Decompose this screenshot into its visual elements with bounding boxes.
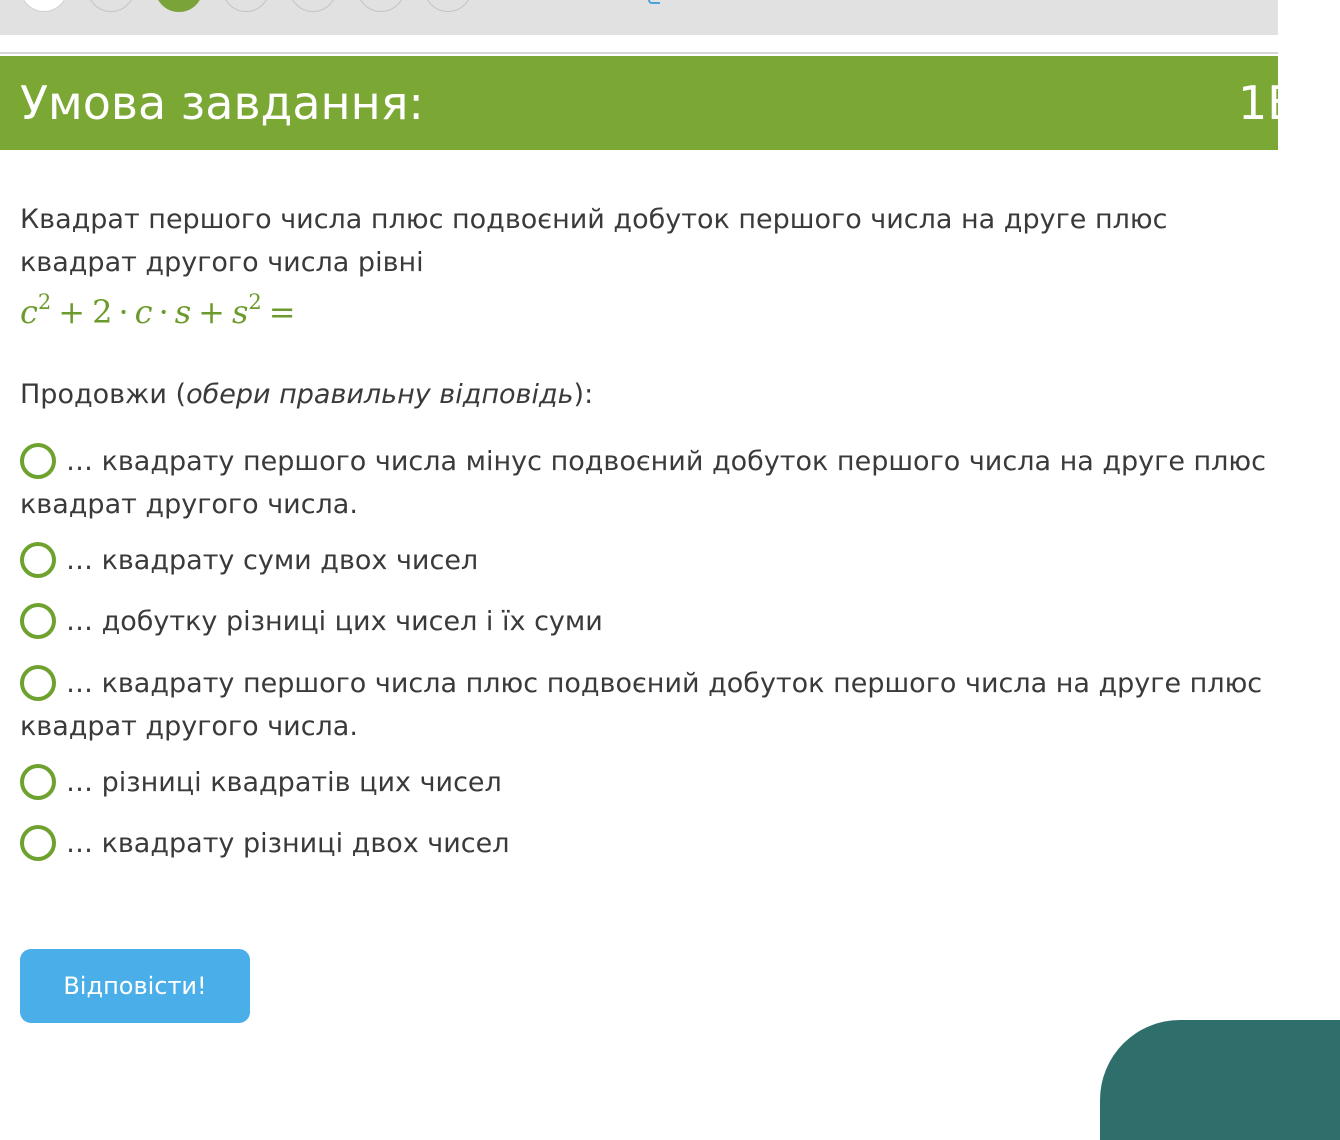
divider [0,52,1278,54]
instruction-text [20,373,593,416]
top-link-fragment[interactable] [648,0,660,4]
formula-plus: + [198,293,225,331]
radio-button[interactable] [20,764,56,800]
instruction-prefix: Продовжи ( [20,379,187,410]
progress-step-6[interactable] [357,0,405,12]
radio-button[interactable] [20,443,56,479]
radio-button[interactable] [20,603,56,639]
formula-var-a: c [134,293,153,331]
answer-option[interactable] [20,539,1278,582]
question-text: Квадрат першого числа плюс подвоєний добуток першого числа на друге плюс квадрат другого числа рівні [20,204,1168,278]
formula-var-b: s [174,293,192,331]
progress-step-3[interactable] [155,0,203,12]
radio-button[interactable] [20,542,56,578]
points-label: 1Б [1238,76,1299,130]
progress-step-7[interactable] [424,0,472,12]
progress-step-2[interactable] [87,0,135,12]
formula-exponent: 2 [37,290,52,314]
progress-step-1[interactable] [20,0,68,12]
formula-var-b: s [231,293,249,331]
instruction-hint: обери правильну відповідь [186,379,574,410]
answer-option[interactable] [20,662,1278,748]
answer-option-label: … квадрату першого числа мінус подвоєний добуток першого числа на друге плюс квадрат другого числа. [20,446,1267,520]
answer-option[interactable] [20,822,1278,865]
question-formula [20,280,303,334]
progress-step-4[interactable] [222,0,270,12]
progress-bar [0,0,1278,35]
submit-button[interactable]: Відповісти! [20,949,250,1023]
task-header [0,56,1299,150]
answer-option-label: … квадрату суми двох чисел [66,545,479,576]
formula-dot: · [118,293,129,331]
answer-option-label: … добутку різниці цих чисел і їх суми [66,606,603,637]
corner-action-button[interactable] [1100,1020,1340,1140]
formula-coefficient: 2 [92,293,113,331]
answer-option[interactable] [20,600,1278,643]
formula-dot: · [158,293,169,331]
instruction-suffix: ): [573,379,594,410]
radio-button[interactable] [20,825,56,861]
progress-step-5[interactable] [289,0,337,12]
formula-equals: = [268,293,296,331]
page-title: Умова завдання: [20,76,424,130]
answer-option-label: … квадрату різниці двох чисел [66,828,510,859]
formula-var-a: c [20,293,38,331]
answer-option-label: … різниці квадратів цих чисел [66,767,502,798]
formula-plus: + [58,293,86,331]
answer-option[interactable] [20,761,1278,804]
radio-button[interactable] [20,665,56,701]
answer-option[interactable] [20,440,1278,526]
answer-option-label: … квадрату першого числа плюс подвоєний добуток першого числа на друге плюс квадрат другого числа. [20,668,1263,742]
formula-exponent: 2 [248,290,262,314]
